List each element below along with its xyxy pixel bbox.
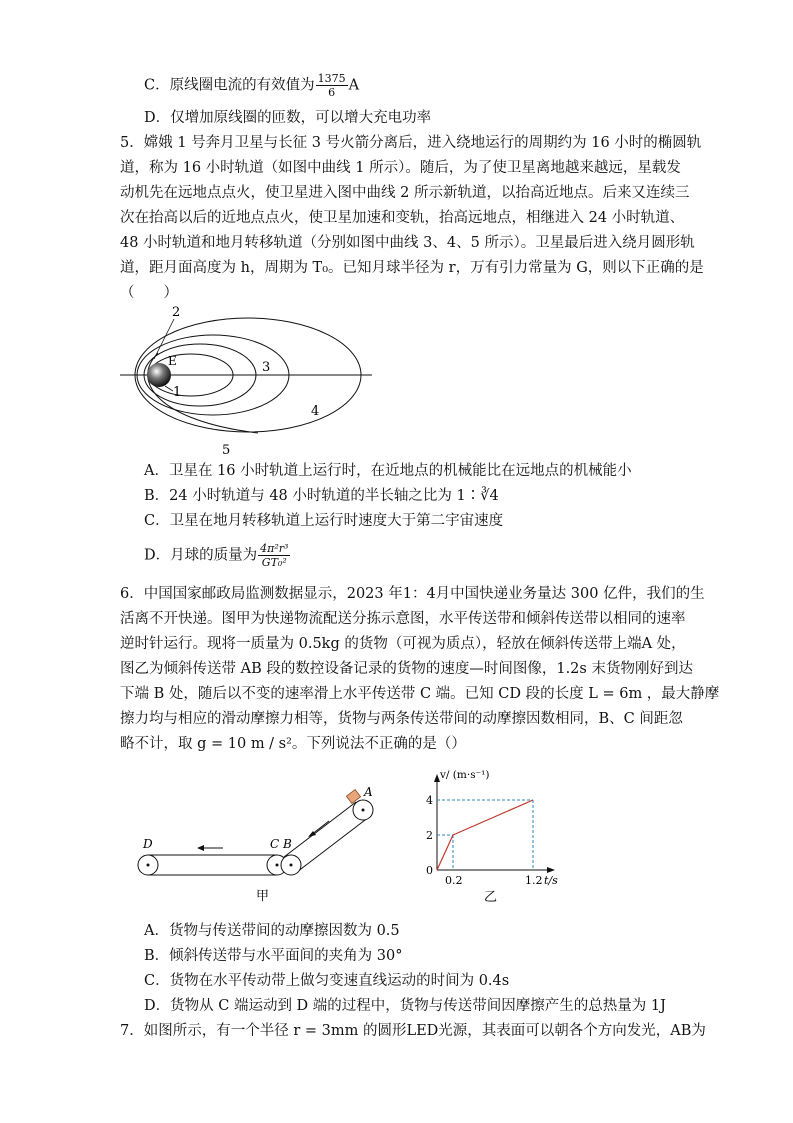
x-axis-label: t/s (544, 874, 558, 887)
q6-line: 活离不开快递。图甲为快递物流配送分拣示意图，水平传送带和倾斜传送带以相同的速率 (120, 611, 686, 627)
q5-orbit-figure (118, 303, 378, 458)
conveyor-figure (135, 785, 385, 908)
label-2-leader (154, 319, 174, 359)
q6-line: 6．中国国家邮政局监测数据显示，2023 年1：4月中国快递业务量达 300 亿件，我们的生 (120, 586, 705, 602)
label-e: E (168, 354, 177, 368)
q5-option-d: D．月球的质量为 $\frac{\text{4π²r³}}{\text{GT₀²}}$ (144, 542, 289, 569)
q6-line: 下端 B 处，随后以不变的速率滑上水平传送带 C 端。已知 CD 段的长度 L = 6m ，最大静摩 (120, 686, 720, 702)
caption-yi: 乙 (484, 890, 498, 905)
x-tick-label: 0.2 (445, 874, 463, 887)
origin-label: 0 (426, 864, 433, 877)
x-tick-label: 1.2 (525, 874, 543, 887)
q6-option-c: C．货物在水平传动带上做匀变速直线运动的时间为 0.4s (144, 973, 510, 989)
q6-option-a: A．货物与传送带间的动摩擦因数为 0.5 (144, 923, 400, 939)
label-c: C (270, 837, 280, 851)
q6-line: 图乙为倾斜传送带 AB 段的数控设备记录的货物的速度—时间图像，1.2s 末货物刚好到达 (120, 661, 693, 677)
x-axis-arrow (547, 867, 555, 873)
label-1: 1 (173, 385, 182, 400)
q5-line: 动机先在远地点点火，使卫星进入图中曲线 2 所示新轨道，以抬高近地点。后来又连续三 (120, 185, 690, 201)
q5-line: 道，称为 16 小时轨道（如图中曲线 1 所示）。随后，为了使卫星离地越来越远，星载发 (120, 160, 681, 176)
q6-line: 逆时针运行。现将一质量为 0.5kg 的货物（可视为质点），轻放在倾斜传送带上端A 处， (120, 636, 686, 652)
q6-line: 略不计，取 g = 10 m / s²。下列说法不正确的是（） (120, 736, 466, 752)
q5-line: 5．嫦娥 1 号奔月卫星与长征 3 号火箭分离后，进入绕地运行的周期约为 16 小时的椭圆轨 (120, 135, 702, 151)
y-tick-label: 2 (426, 829, 433, 842)
label-a: A (364, 785, 373, 799)
y-axis-label: v/ (m·s⁻¹) (440, 769, 490, 781)
vt-chart (418, 766, 568, 906)
q5-line: 道，距月面高度为 h，周期为 T₀。已知月球半径为 r，万有引力常量为 G，则以下正确的是 (120, 260, 704, 276)
y-tick-label: 4 (426, 794, 433, 807)
q4-c-fraction: $\frac{1375}{6}$ (317, 72, 346, 99)
label-1-leader (165, 386, 173, 391)
label-2: 2 (172, 305, 181, 320)
caption-jia: 甲 (256, 889, 270, 904)
label-3: 3 (262, 360, 271, 375)
moon-mass-fraction: $\frac{\text{4π²r³}}{\text{GT₀²}}$ (260, 542, 289, 569)
label-4: 4 (311, 404, 320, 419)
label-d: D (143, 837, 153, 851)
incline-belt-upper (284, 802, 356, 857)
q5-option-b: B．24 小时轨道与 48 小时轨道的半长轴之比为 1∶∛4 (144, 488, 499, 504)
series-segment (437, 835, 453, 870)
incline-belt-lower (297, 817, 369, 872)
q5-option-c: C．卫星在地月转移轨道上运行时速度大于第二宇宙速度 (144, 513, 504, 529)
q4-option-d: D．仅增加原线圈的匝数，可以增大充电功率 (144, 110, 432, 126)
label-5: 5 (222, 443, 231, 458)
q6-line: 擦力均与相应的滑动摩擦力相等，货物与两条传送带间的动摩擦因数相同，B、C 间距忽 (120, 711, 683, 727)
series-segment (453, 800, 533, 835)
q4-option-c: C．原线圈电流的有效值为 $\frac{1375}{6}$ A (144, 72, 360, 99)
q5-line: （ ） (120, 285, 178, 301)
q7-line: 7．如图所示，有一个半径 r = 3mm 的圆形LED光源，其表面可以朝各个方向发光，AB为 (120, 1023, 706, 1039)
label-b: B (283, 837, 292, 851)
q5-line: 次在抬高以后的近地点点火，使卫星加速和变轨，抬高远地点，相继进入 24 小时轨道、 (120, 210, 685, 226)
q6-option-d: D．货物从 C 端运动到 D 端的过程中，货物与传送带间因摩擦产生的总热量为 1J (144, 998, 666, 1014)
q5-line: 48 小时轨道和地月转移轨道（分别如图中曲线 3、4、5 所示）。卫星最后进入绕月圆形轨 (120, 235, 695, 251)
q5-option-a: A．卫星在 16 小时轨道上运行时，在近地点的机械能比在远地点的机械能小 (144, 463, 632, 479)
q6-option-b: B．倾斜传送带与水平面间的夹角为 30° (144, 948, 403, 964)
